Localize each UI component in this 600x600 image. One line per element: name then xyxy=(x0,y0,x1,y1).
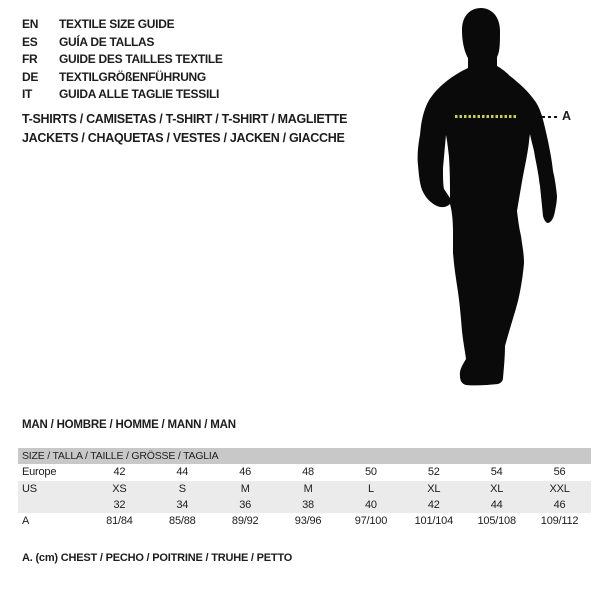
category-line-jackets: JACKETS / CHAQUETAS / VESTES / JACKEN / GIACCHE xyxy=(22,131,345,145)
language-code: ES xyxy=(22,34,38,49)
size-cell: 34 xyxy=(176,499,189,511)
size-cell: M xyxy=(303,483,313,495)
size-cell: 52 xyxy=(427,466,440,478)
row-label: Europe xyxy=(22,466,57,478)
size-cell: XL xyxy=(490,483,504,495)
size-cell: 85/88 xyxy=(169,515,196,527)
size-cell: L xyxy=(367,483,374,495)
language-label: TEXTILGRÖßENFÜHRUNG xyxy=(59,69,206,84)
size-cell: 44 xyxy=(176,466,189,478)
size-cell: XL xyxy=(427,483,441,495)
language-row-en xyxy=(22,16,223,34)
language-code: EN xyxy=(22,17,39,31)
size-cell: XXL xyxy=(549,483,570,495)
row-label: US xyxy=(22,483,37,495)
chest-measurement-line-icon xyxy=(455,115,517,118)
section-title-man: MAN / HOMBRE / HOMME / MANN / MAN xyxy=(22,419,236,431)
size-cell: 36 xyxy=(239,499,252,511)
size-table xyxy=(18,448,591,530)
size-cell: 38 xyxy=(302,499,314,511)
size-cell: 48 xyxy=(302,466,314,478)
language-list xyxy=(22,16,223,104)
category-list xyxy=(22,110,347,148)
size-cell: 40 xyxy=(365,499,377,511)
language-row-fr xyxy=(22,51,223,69)
size-cell: 54 xyxy=(490,466,503,478)
table-row-a-chest xyxy=(18,513,591,530)
table-row-us-letters xyxy=(18,481,591,497)
size-cell: M xyxy=(240,483,250,495)
size-cell: 32 xyxy=(113,499,126,511)
language-row-de xyxy=(22,69,223,87)
row-label xyxy=(18,497,88,513)
size-cell: 89/92 xyxy=(231,515,259,527)
language-label: GUIDE DES TAILLES TEXTILE xyxy=(59,52,223,66)
size-cell: 97/100 xyxy=(354,515,388,527)
size-cell: 46 xyxy=(239,466,252,478)
man-silhouette-icon xyxy=(395,5,570,390)
size-cell: 101/104 xyxy=(414,515,453,527)
language-code: DE xyxy=(22,69,39,84)
size-cell: 42 xyxy=(113,466,126,478)
language-label: GUÍA DE TALLAS xyxy=(59,34,155,49)
measurement-label-a: A xyxy=(562,109,572,123)
language-label: GUIDA ALLE TAGLIE TESSILI xyxy=(59,87,220,101)
size-cell: 44 xyxy=(490,499,503,511)
size-cell: 81/84 xyxy=(106,515,133,527)
measurement-callout-line-icon xyxy=(542,116,560,118)
size-cell: 93/96 xyxy=(294,515,322,527)
language-row-es xyxy=(22,34,223,52)
size-cell: 56 xyxy=(553,466,566,478)
language-row-it xyxy=(22,86,223,104)
man-silhouette-figure xyxy=(395,5,580,395)
language-code: FR xyxy=(22,52,38,66)
size-cell: 46 xyxy=(553,499,566,511)
size-cell: 50 xyxy=(365,466,377,478)
language-code: IT xyxy=(22,87,33,101)
size-cell: 109/112 xyxy=(540,515,579,527)
measurement-footnote: A. (cm) CHEST / PECHO / POITRINE / TRUHE / PETTO xyxy=(22,552,293,564)
category-line-tshirts: T-SHIRTS / CAMISETAS / T-SHIRT / T-SHIRT / MAGLIETTE xyxy=(22,112,348,126)
size-cell: 105/108 xyxy=(477,515,516,527)
size-cell: XS xyxy=(112,483,127,495)
language-label: TEXTILE SIZE GUIDE xyxy=(59,17,175,31)
table-row-europe xyxy=(18,464,591,481)
size-cell: 42 xyxy=(427,499,440,511)
size-table-header: SIZE / TALLA / TAILLE / GRÖSSE / TAGLIA xyxy=(18,448,591,464)
row-label: A xyxy=(22,515,30,527)
table-row-us-numbers xyxy=(18,497,591,513)
size-cell: S xyxy=(178,483,186,495)
